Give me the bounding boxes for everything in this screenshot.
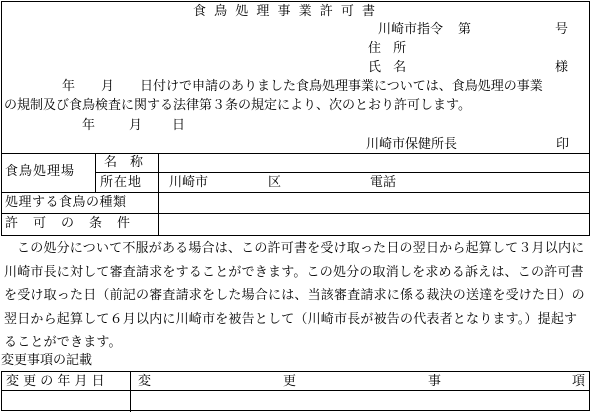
sama-suffix: 様 bbox=[555, 60, 569, 75]
history-section-title: 変更事項の記載 bbox=[1, 353, 93, 368]
issue-month: 月 bbox=[129, 118, 143, 133]
history-col-item-1: 変 bbox=[138, 374, 152, 389]
address-label: 住 所 bbox=[368, 41, 411, 56]
facility-label: 食鳥処理場 bbox=[5, 164, 76, 179]
history-col-item-2: 更 bbox=[283, 374, 297, 389]
location-city: 川崎市 bbox=[169, 175, 209, 190]
history-column-divider bbox=[130, 371, 131, 412]
appeal-notice: この処分について不服がある場合は、この許可書を受け取った日の翌日から起算して３月以内に川崎市長に対して審査請求をすることができます。この処分の取消しを求める訴えは、この許可書を受け取った日（前記の審査請求をした場合には、当該審査請求に係る裁決の送達を受けた日）の翌日から起算して６月以内に川崎市を被告として（川崎市長が被告の代表者となります。）提起することができます。 bbox=[4, 241, 585, 350]
facility-location-label: 所在地 bbox=[100, 175, 143, 190]
history-col-item-4: 項 bbox=[572, 374, 586, 389]
permit-number-dai: 第 bbox=[458, 22, 472, 37]
intro-line-1: 年 月 日付けで申請のありました食鳥処理事業については、食鳥処理の事業 bbox=[62, 79, 543, 94]
table-divider-2 bbox=[158, 153, 159, 236]
facility-name-label: 名 称 bbox=[104, 155, 144, 170]
issuer-seal: 印 bbox=[556, 137, 570, 152]
table-rule-location bbox=[1, 192, 590, 193]
issuer-name: 川崎市保健所長 bbox=[366, 137, 458, 152]
issue-day: 日 bbox=[172, 118, 186, 133]
table-rule-name bbox=[95, 172, 590, 173]
permit-number-prefix: 川崎市指令 bbox=[378, 22, 444, 37]
history-header-rule bbox=[1, 390, 590, 391]
phone-label: 電話 bbox=[370, 175, 397, 190]
conditions-label: 許 可 の 条 件 bbox=[5, 216, 132, 231]
location-ward: 区 bbox=[268, 175, 282, 190]
name-label: 氏 名 bbox=[368, 60, 411, 75]
issue-year: 年 bbox=[82, 118, 96, 133]
history-col-date: 変 更 の 年 月 日 bbox=[6, 374, 105, 389]
history-col-item-3: 事 bbox=[428, 374, 442, 389]
table-divider-1 bbox=[95, 153, 96, 192]
table-top-rule bbox=[1, 153, 590, 154]
permit-number-go: 号 bbox=[555, 22, 569, 37]
document-title: 食 鳥 処 理 事 業 許 可 書 bbox=[193, 4, 378, 19]
table-rule-bird-type bbox=[1, 213, 590, 214]
bird-type-label: 処理する食鳥の種類 bbox=[5, 195, 127, 210]
intro-line-2: の規制及び食鳥検査に関する法律第３条の規定により、次のとおり許可します。 bbox=[4, 98, 471, 113]
